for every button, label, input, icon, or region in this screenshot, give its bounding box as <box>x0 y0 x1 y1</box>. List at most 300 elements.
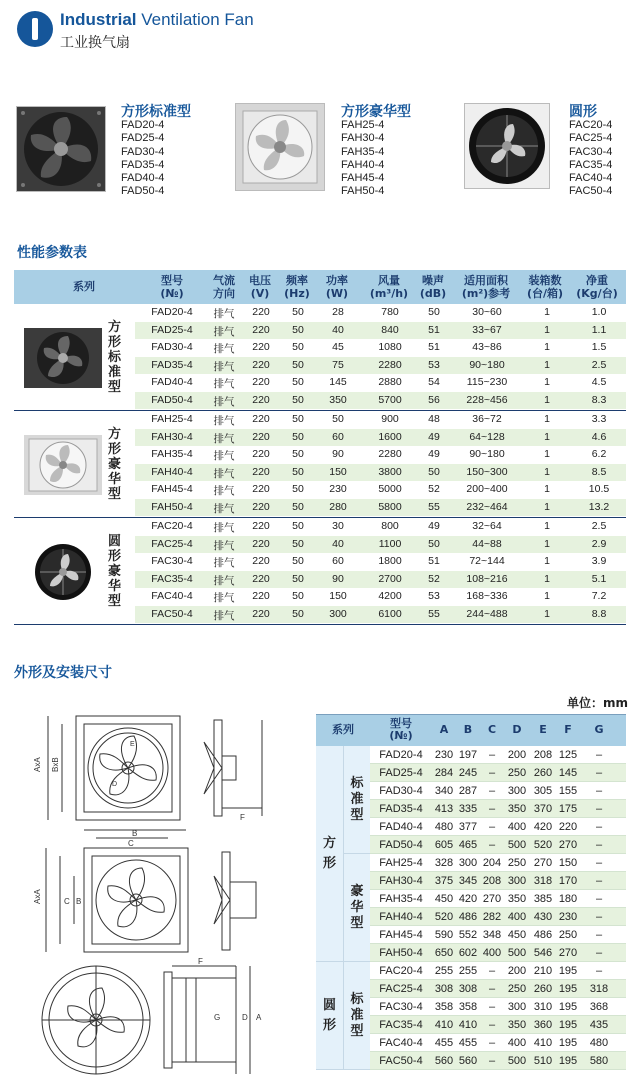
table-row <box>135 606 626 624</box>
cell-f: 145 <box>558 767 578 779</box>
cell-c: – <box>488 821 496 833</box>
cell-area: 64~128 <box>469 430 505 443</box>
cell-model: FAD40-4 <box>379 821 423 833</box>
cell-pack-qty: 1 <box>544 607 550 620</box>
cell-pack-qty: 1 <box>544 572 550 585</box>
cell-air-volume: 4200 <box>378 590 402 602</box>
cell-air-volume: 2280 <box>378 358 402 371</box>
table-row <box>135 464 626 482</box>
table-row <box>135 446 626 464</box>
cell-d: 250 <box>507 857 527 869</box>
cell-noise: 50 <box>428 465 440 478</box>
performance-group-label: 方形标准型 <box>108 320 122 395</box>
cell-frequency: 50 <box>292 448 304 460</box>
cell-voltage: 220 <box>252 323 270 336</box>
cell-pack-qty: 1 <box>544 306 550 318</box>
cell-pack-qty: 1 <box>544 500 550 513</box>
cell-e: 260 <box>533 767 553 779</box>
cell-net-weight: 1.0 <box>591 306 607 318</box>
cell-c: – <box>488 767 496 779</box>
cell-g: – <box>595 965 603 977</box>
cell-voltage: 220 <box>252 590 270 602</box>
cell-frequency: 50 <box>292 500 304 513</box>
cell-net-weight: 10.5 <box>588 483 610 495</box>
cell-airflow: 排气 <box>213 609 235 622</box>
cell-voltage: 220 <box>252 607 270 620</box>
table-row <box>135 304 626 322</box>
cell-b: 287 <box>458 785 478 797</box>
cell-f: 230 <box>558 911 578 923</box>
cell-g: – <box>595 821 603 833</box>
cell-air-volume: 3800 <box>378 465 402 478</box>
cell-d: 350 <box>507 803 527 815</box>
header-model: 型号 (№) <box>160 274 184 300</box>
cell-net-weight: 3.3 <box>591 413 607 425</box>
dim-header-c: C <box>487 723 497 736</box>
cell-d: 300 <box>507 875 527 887</box>
label-e: E <box>130 741 135 748</box>
cell-e: 486 <box>533 929 553 941</box>
cell-air-volume: 6100 <box>378 607 402 620</box>
cell-pack-qty: 1 <box>544 323 550 336</box>
cell-f: 270 <box>558 947 578 959</box>
cell-voltage: 220 <box>252 430 270 443</box>
cell-b: 552 <box>458 929 478 941</box>
cell-net-weight: 1.5 <box>591 341 607 353</box>
cell-power: 30 <box>332 520 344 532</box>
cell-area: 108~216 <box>466 572 508 585</box>
cell-b: 420 <box>458 893 478 905</box>
cell-c: 348 <box>482 929 502 941</box>
cell-e: 270 <box>533 857 553 869</box>
header-power: 功率 (W) <box>325 274 349 300</box>
dimensions-section-title: 外形及安装尺寸 <box>14 665 112 681</box>
cell-airflow: 排气 <box>213 539 235 552</box>
table-row <box>135 518 626 536</box>
performance-group <box>14 304 626 411</box>
cell-air-volume: 1800 <box>378 555 402 567</box>
cell-frequency: 50 <box>292 483 304 495</box>
label-b-2: B <box>76 897 82 906</box>
cell-b: 377 <box>458 821 478 833</box>
cell-noise: 53 <box>428 590 440 602</box>
cell-voltage: 220 <box>252 358 270 371</box>
header-net-weight: 净重 (Kg/台) <box>576 274 618 300</box>
cell-e: 370 <box>533 803 553 815</box>
cell-pack-qty: 1 <box>544 537 550 550</box>
cell-net-weight: 8.5 <box>591 465 607 478</box>
cell-voltage: 220 <box>252 306 270 318</box>
cell-e: 385 <box>533 893 553 905</box>
cell-net-weight: 8.3 <box>591 393 607 406</box>
table-row <box>370 764 626 782</box>
header-frequency: 频率 (Hz) <box>284 274 310 300</box>
cell-c: – <box>488 785 496 797</box>
cell-noise: 51 <box>428 555 440 567</box>
cell-g: – <box>595 929 603 941</box>
cell-area: 30~60 <box>472 306 502 318</box>
label-f-2: F <box>198 957 203 966</box>
cell-c: – <box>488 803 496 815</box>
cell-noise: 52 <box>428 572 440 585</box>
cell-air-volume: 2880 <box>378 376 402 388</box>
cell-frequency: 50 <box>292 358 304 371</box>
cell-area: 36~72 <box>472 413 502 425</box>
cell-area: 32~64 <box>472 520 502 532</box>
cell-power: 40 <box>332 323 344 336</box>
cell-area: 33~67 <box>472 323 502 336</box>
cell-airflow: 排气 <box>213 557 235 569</box>
label-g: G <box>214 1013 221 1022</box>
cell-f: 195 <box>558 965 578 977</box>
header-airflow: 气流 方向 <box>213 274 235 300</box>
performance-group-label: 方形豪华型 <box>108 427 122 502</box>
label-b: B <box>132 829 138 838</box>
cell-model: FAD40-4 <box>151 376 193 388</box>
cell-c: – <box>488 965 496 977</box>
cell-g: – <box>595 839 603 851</box>
cell-a: 450 <box>434 893 454 905</box>
cell-g: – <box>595 947 603 959</box>
cell-frequency: 50 <box>292 306 304 318</box>
cell-f: 195 <box>558 1001 578 1013</box>
dim-header-d: D <box>512 723 522 736</box>
table-row <box>135 357 626 375</box>
dimension-diagram-square-standard <box>33 712 268 824</box>
cell-model: FAC30-4 <box>151 555 193 567</box>
cell-noise: 51 <box>428 323 440 336</box>
product-models-round: FAC20-4 FAC25-4 FAC30-4 FAC35-4 FAC40-4 FAC50-4 <box>569 119 613 198</box>
cell-model: FAC35-4 <box>151 572 193 585</box>
cell-airflow: 排气 <box>213 574 235 587</box>
performance-table <box>14 270 626 622</box>
cell-frequency: 50 <box>292 572 304 585</box>
cell-air-volume: 900 <box>381 413 399 425</box>
cell-f: 270 <box>558 839 578 851</box>
performance-group-image <box>24 542 102 602</box>
cell-a: 328 <box>434 857 454 869</box>
cell-g: 480 <box>589 1037 609 1049</box>
cell-noise: 49 <box>428 448 440 460</box>
cell-g: – <box>595 749 603 761</box>
cell-frequency: 50 <box>292 341 304 353</box>
cell-b: 486 <box>458 911 478 923</box>
cell-model: FAD30-4 <box>379 785 423 797</box>
dim-subgroup-label: 豪 华 型 <box>343 854 370 962</box>
cell-e: 420 <box>533 821 553 833</box>
cell-noise: 50 <box>428 306 440 318</box>
cell-power: 150 <box>329 465 347 478</box>
cell-pack-qty: 1 <box>544 448 550 460</box>
cell-e: 430 <box>533 911 553 923</box>
label-bxb: BxB <box>51 757 60 772</box>
cell-g: 318 <box>589 983 609 995</box>
cell-model: FAC25-4 <box>379 983 423 995</box>
cell-model: FAH25-4 <box>151 413 193 425</box>
cell-power: 60 <box>332 430 344 443</box>
cell-f: 250 <box>558 929 578 941</box>
cell-noise: 53 <box>428 358 440 371</box>
cell-noise: 52 <box>428 483 440 495</box>
cell-b: 560 <box>458 1055 478 1067</box>
cell-model: FAD50-4 <box>379 839 423 851</box>
cell-noise: 48 <box>428 413 440 425</box>
table-row <box>370 962 626 980</box>
cell-airflow: 排气 <box>213 450 235 462</box>
cell-air-volume: 2700 <box>378 572 402 585</box>
cell-net-weight: 3.9 <box>591 555 607 567</box>
cell-pack-qty: 1 <box>544 430 550 443</box>
dim-header-b: B <box>463 723 473 736</box>
cell-e: 410 <box>533 1037 553 1049</box>
cell-power: 300 <box>329 607 347 620</box>
dimension-diagram-square-deluxe <box>33 826 276 956</box>
cell-a: 650 <box>434 947 454 959</box>
cell-voltage: 220 <box>252 520 270 532</box>
cell-g: – <box>595 785 603 797</box>
cell-d: 200 <box>507 749 527 761</box>
table-row <box>135 536 626 554</box>
cell-g: – <box>595 911 603 923</box>
cell-g: – <box>595 893 603 905</box>
cell-model: FAC50-4 <box>151 607 193 620</box>
cell-air-volume: 800 <box>381 520 399 532</box>
cell-b: 308 <box>458 983 478 995</box>
cell-c: – <box>488 983 496 995</box>
table-row <box>370 782 626 800</box>
cell-power: 28 <box>332 306 344 318</box>
header-voltage: 电压 (V) <box>249 274 271 300</box>
cell-net-weight: 2.9 <box>591 537 607 550</box>
cell-c: 204 <box>482 857 502 869</box>
product-image-square-standard <box>16 106 106 192</box>
table-row <box>135 588 626 606</box>
cell-d: 300 <box>507 785 527 797</box>
label-a: A <box>256 1013 262 1022</box>
cell-frequency: 50 <box>292 430 304 443</box>
dim-series-label: 方 形 <box>316 746 343 962</box>
cell-net-weight: 6.2 <box>591 448 607 460</box>
cell-power: 280 <box>329 500 347 513</box>
cell-d: 400 <box>507 821 527 833</box>
cell-pack-qty: 1 <box>544 413 550 425</box>
table-row <box>370 908 626 926</box>
cell-e: 510 <box>533 1055 553 1067</box>
cell-a: 455 <box>434 1037 454 1049</box>
brand-logo-icon <box>17 11 53 47</box>
cell-a: 560 <box>434 1055 454 1067</box>
cell-f: 220 <box>558 821 578 833</box>
cell-a: 308 <box>434 983 454 995</box>
table-row <box>135 481 626 499</box>
table-row <box>135 553 626 571</box>
cell-a: 255 <box>434 965 454 977</box>
cell-pack-qty: 1 <box>544 465 550 478</box>
cell-noise: 55 <box>428 500 440 513</box>
cell-voltage: 220 <box>252 537 270 550</box>
cell-frequency: 50 <box>292 413 304 425</box>
dim-header-f: F <box>564 723 572 736</box>
cell-area: 200~400 <box>466 483 508 495</box>
cell-air-volume: 1600 <box>378 430 402 443</box>
cell-model: FAD20-4 <box>379 749 423 761</box>
table-row <box>370 998 626 1016</box>
cell-voltage: 220 <box>252 341 270 353</box>
cell-power: 50 <box>332 413 344 425</box>
label-axa: AxA <box>33 757 42 772</box>
cell-a: 605 <box>434 839 454 851</box>
cell-area: 150~300 <box>466 465 508 478</box>
unit-label: 单位：mm <box>567 696 629 710</box>
cell-airflow: 排气 <box>213 502 235 515</box>
cell-frequency: 50 <box>292 590 304 602</box>
dim-subgroup-label: 标 准 型 <box>343 746 370 854</box>
cell-voltage: 220 <box>252 555 270 567</box>
performance-section-title: 性能参数表 <box>17 245 87 261</box>
cell-f: 170 <box>558 875 578 887</box>
label-axa-2: AxA <box>33 889 42 904</box>
cell-model: FAC40-4 <box>379 1037 423 1049</box>
table-row <box>370 1052 626 1070</box>
dim-series-label: 圆 形 <box>316 962 343 1070</box>
cell-a: 340 <box>434 785 454 797</box>
label-f: F <box>240 813 245 822</box>
cell-noise: 54 <box>428 376 440 388</box>
cell-model: FAD25-4 <box>151 323 193 336</box>
cell-a: 520 <box>434 911 454 923</box>
cell-b: 602 <box>458 947 478 959</box>
cell-model: FAC25-4 <box>151 537 193 550</box>
cell-power: 230 <box>329 483 347 495</box>
cell-airflow: 排气 <box>213 467 235 480</box>
cell-d: 400 <box>507 1037 527 1049</box>
cell-noise: 49 <box>428 520 440 532</box>
cell-c: – <box>488 839 496 851</box>
cell-f: 195 <box>558 1055 578 1067</box>
performance-table-header <box>14 270 626 304</box>
cell-voltage: 220 <box>252 572 270 585</box>
cell-model: FAC30-4 <box>379 1001 423 1013</box>
cell-c: 400 <box>482 947 502 959</box>
cell-net-weight: 13.2 <box>588 500 610 513</box>
cell-b: 465 <box>458 839 478 851</box>
cell-airflow: 排气 <box>213 378 235 390</box>
cell-power: 60 <box>332 555 344 567</box>
cell-a: 284 <box>434 767 454 779</box>
cell-airflow: 排气 <box>213 308 235 320</box>
cell-airflow: 排气 <box>213 432 235 445</box>
cell-g: – <box>595 875 603 887</box>
dimensions-table-header <box>316 714 626 746</box>
cell-pack-qty: 1 <box>544 393 550 406</box>
cell-voltage: 220 <box>252 483 270 495</box>
cell-area: 244~488 <box>466 607 508 620</box>
cell-airflow: 排气 <box>213 360 235 373</box>
table-row <box>135 499 626 517</box>
cell-d: 500 <box>507 839 527 851</box>
label-d: D <box>112 781 118 788</box>
header-pack-qty: 装箱数 (台/箱) <box>526 274 564 300</box>
cell-e: 520 <box>533 839 553 851</box>
cell-area: 44~88 <box>472 537 502 550</box>
table-row <box>135 322 626 340</box>
cell-area: 232~464 <box>466 500 508 513</box>
cell-a: 410 <box>434 1019 454 1031</box>
cell-frequency: 50 <box>292 537 304 550</box>
cell-f: 195 <box>558 1037 578 1049</box>
cell-model: FAH25-4 <box>379 857 423 869</box>
cell-air-volume: 5700 <box>378 393 402 406</box>
cell-e: 546 <box>533 947 553 959</box>
cell-noise: 49 <box>428 430 440 443</box>
cell-g: – <box>595 803 603 815</box>
cell-c: 208 <box>482 875 502 887</box>
table-row <box>370 872 626 890</box>
table-row <box>370 980 626 998</box>
cell-a: 230 <box>434 749 454 761</box>
cell-frequency: 50 <box>292 520 304 532</box>
cell-air-volume: 840 <box>381 323 399 336</box>
cell-c: – <box>488 1019 496 1031</box>
cell-frequency: 50 <box>292 465 304 478</box>
cell-f: 125 <box>558 749 578 761</box>
cell-model: FAC20-4 <box>151 520 193 532</box>
cell-net-weight: 2.5 <box>591 358 607 371</box>
cell-pack-qty: 1 <box>544 483 550 495</box>
label-c: C <box>128 839 134 848</box>
cell-e: 318 <box>533 875 553 887</box>
cell-voltage: 220 <box>252 376 270 388</box>
table-row <box>370 1016 626 1034</box>
cell-a: 590 <box>434 929 454 941</box>
cell-airflow: 排气 <box>213 395 235 408</box>
cell-model: FAC35-4 <box>379 1019 423 1031</box>
table-row <box>370 746 626 764</box>
cell-b: 358 <box>458 1001 478 1013</box>
cell-power: 90 <box>332 572 344 585</box>
table-row <box>370 836 626 854</box>
cell-d: 450 <box>507 929 527 941</box>
cell-model: FAD20-4 <box>151 306 193 318</box>
cell-model: FAH35-4 <box>151 448 193 460</box>
table-row <box>135 392 626 410</box>
cell-d: 300 <box>507 1001 527 1013</box>
table-row <box>370 944 626 962</box>
cell-b: 345 <box>458 875 478 887</box>
dim-header-a: A <box>439 723 449 736</box>
cell-voltage: 220 <box>252 413 270 425</box>
cell-f: 195 <box>558 1019 578 1031</box>
cell-air-volume: 1080 <box>378 341 402 353</box>
cell-model: FAH40-4 <box>151 465 193 478</box>
table-row <box>370 926 626 944</box>
product-title-square-deluxe: 方形豪华型 <box>341 104 411 120</box>
header-series: 系列 <box>73 280 95 293</box>
cell-d: 200 <box>507 965 527 977</box>
product-image-round <box>464 103 550 189</box>
cell-area: 168~336 <box>466 590 508 602</box>
cell-area: 72~144 <box>469 555 505 567</box>
cell-c: – <box>488 1037 496 1049</box>
cell-pack-qty: 1 <box>544 555 550 567</box>
cell-voltage: 220 <box>252 393 270 406</box>
cell-air-volume: 2280 <box>378 448 402 460</box>
cell-pack-qty: 1 <box>544 341 550 353</box>
cell-e: 260 <box>533 983 553 995</box>
cell-a: 413 <box>434 803 454 815</box>
cell-model: FAC40-4 <box>151 590 193 602</box>
cell-model: FAH50-4 <box>151 500 193 513</box>
